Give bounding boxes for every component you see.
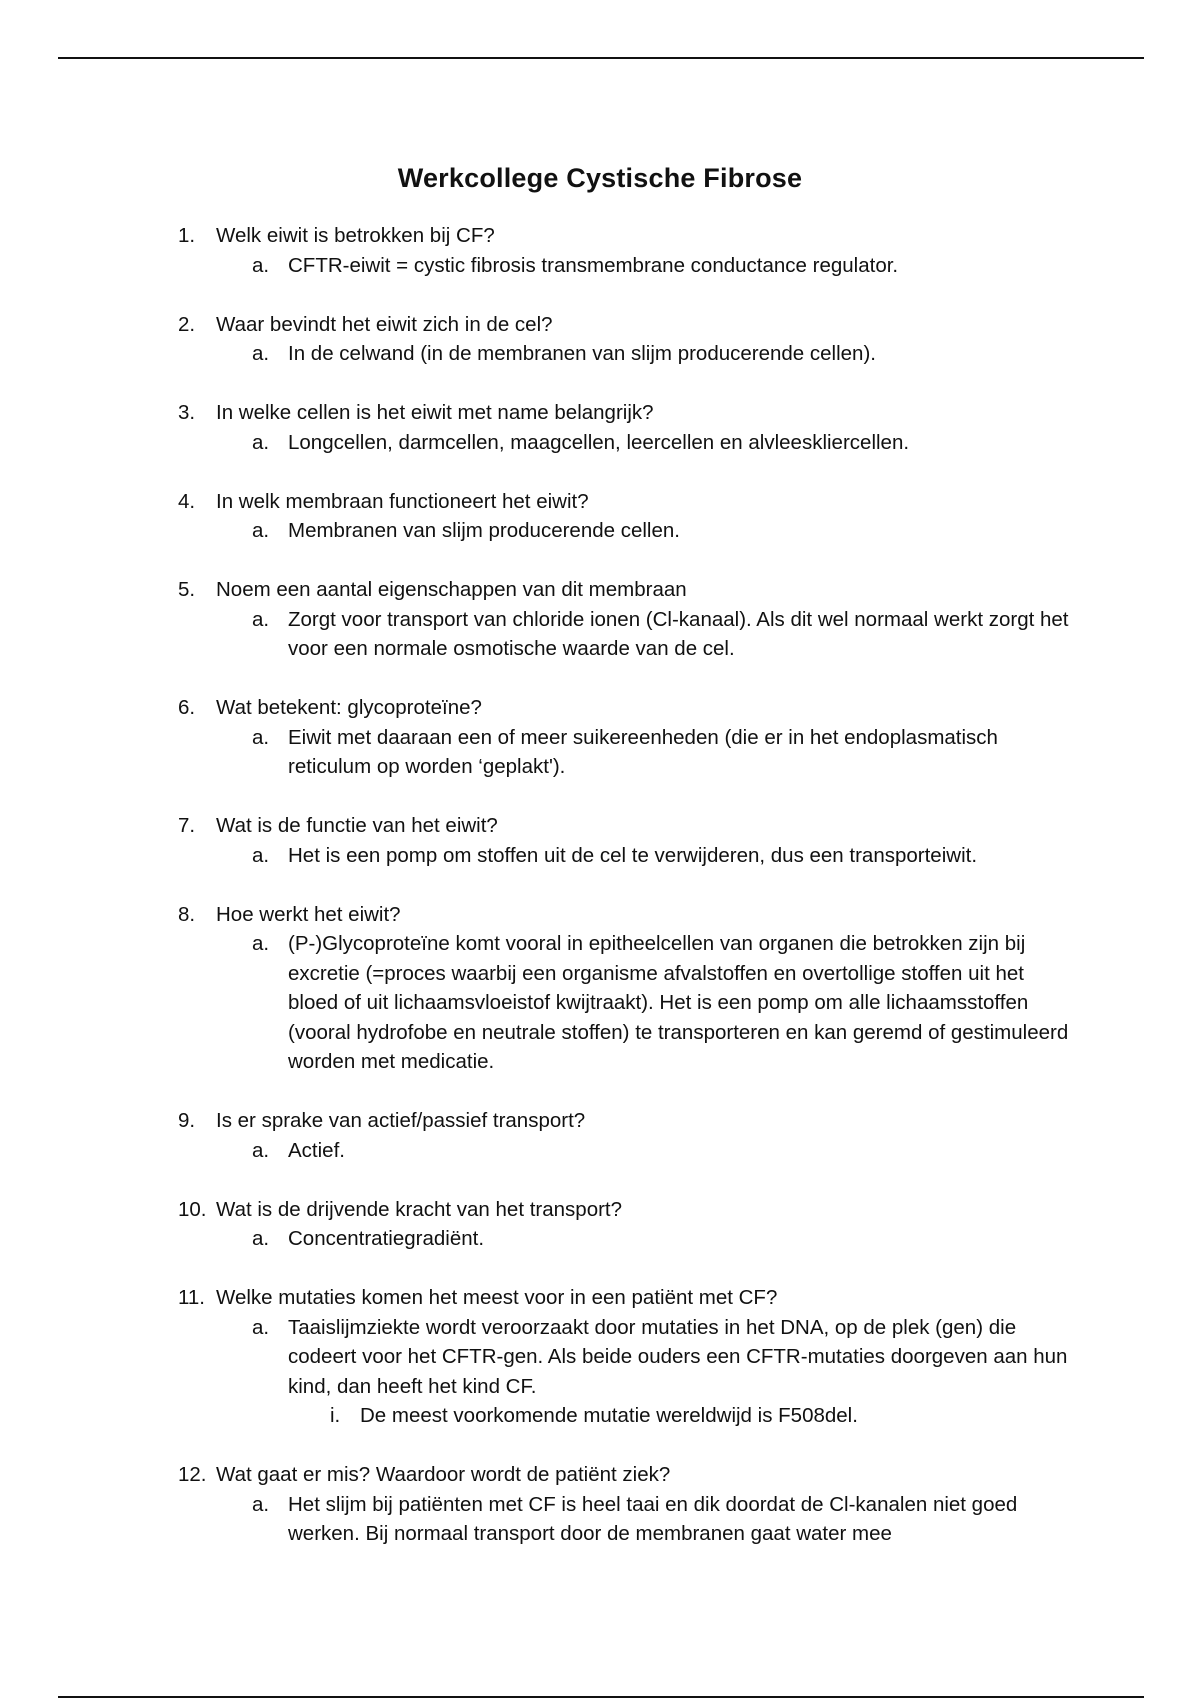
question-item xyxy=(178,1106,1078,1165)
answer-text: Actief. xyxy=(288,1138,345,1162)
sub-answer-text: De meest voorkomende mutatie wereldwijd is F508del. xyxy=(360,1404,858,1427)
question-item xyxy=(178,221,1078,280)
question-number: 7. xyxy=(178,814,196,837)
question-number: 8. xyxy=(178,902,196,926)
question-item xyxy=(178,487,1078,546)
question-text: In welk membraan functioneert het eiwit? xyxy=(216,489,589,513)
question-item xyxy=(178,1460,1078,1549)
question-number: 10. xyxy=(178,1197,207,1221)
answer-marker: a. xyxy=(252,725,270,749)
question-item xyxy=(178,1283,1078,1431)
question-text: In welke cellen is het eiwit met name belangrijk? xyxy=(216,401,654,424)
answer-text: Eiwit met daaraan een of meer suikereenheden (die er in het endoplasmatisch reticulum op worden ‘geplakt'). xyxy=(288,725,998,778)
question-text: Wat is de drijvende kracht van het transport? xyxy=(216,1197,623,1221)
answer-text: Het is een pomp om stoffen uit de cel te verwijderen, dus een transporteiwit. xyxy=(288,843,978,867)
answer-text: Membranen van slijm producerende cellen. xyxy=(288,519,680,542)
question-number: 12. xyxy=(178,1463,207,1486)
question-item xyxy=(178,693,1078,782)
answer-marker: a. xyxy=(252,1138,270,1162)
question-number: 11. xyxy=(178,1286,205,1309)
page-header-rule xyxy=(58,57,1144,59)
question-item xyxy=(178,398,1078,457)
question-text: Welk eiwit is betrokken bij CF? xyxy=(216,224,495,247)
answer-text: CFTR-eiwit = cystic fibrosis transmembrane conductance regulator. xyxy=(288,253,899,277)
question-number: 3. xyxy=(178,401,196,424)
page-footer-rule xyxy=(58,1696,1144,1698)
question-list xyxy=(178,221,1078,1578)
question-number: 9. xyxy=(178,1109,196,1132)
answer-marker: a. xyxy=(252,253,270,277)
answer-marker: a. xyxy=(252,607,270,631)
answer-marker: a. xyxy=(252,1492,270,1516)
question-text: Waar bevindt het eiwit zich in de cel? xyxy=(216,312,553,336)
question-item xyxy=(178,310,1078,369)
question-text: Hoe werkt het eiwit? xyxy=(216,902,401,926)
answer-marker: a. xyxy=(252,1315,270,1339)
question-number: 1. xyxy=(178,224,196,247)
question-text: Welke mutaties komen het meest voor in een patiënt met CF? xyxy=(216,1286,778,1309)
answer-text: In de celwand (in de membranen van slijm producerende cellen). xyxy=(288,342,876,365)
question-item xyxy=(178,900,1078,1077)
answer-text: Het slijm bij patiënten met CF is heel taai en dik doordat de Cl-kanalen niet goed werken. Bij normaal transport door de membranen gaat water mee xyxy=(288,1492,1018,1545)
question-item xyxy=(178,811,1078,870)
question-text: Is er sprake van actief/passief transport? xyxy=(216,1109,586,1132)
answer-marker: a. xyxy=(252,342,270,365)
question-number: 5. xyxy=(178,578,196,601)
document-title: Werkcollege Cystische Fibrose xyxy=(397,163,803,194)
question-item xyxy=(178,575,1078,664)
answer-text: (P-)Glycoproteïne komt vooral in epitheelcellen van organen die betrokken zijn bij excretie (=proces waarbij een organisme afvalstoffen en overtollige stoffen uit het bloed of uit lichaamsvloeistof kwijtraakt). Het is een pomp om alle lichaamsstoffen (vooral hydrofobe en neutrale stoffen) te transporteren en kan geremd of gestimuleerd worden met medicatie. xyxy=(288,932,1069,1073)
answer-marker: a. xyxy=(252,519,270,542)
question-text: Noem een aantal eigenschappen van dit membraan xyxy=(216,578,687,601)
sub-answer-marker: i. xyxy=(330,1404,341,1427)
question-item xyxy=(178,1195,1078,1254)
question-text: Wat is de functie van het eiwit? xyxy=(216,814,498,837)
answer-text: Concentratiegradiënt. xyxy=(288,1227,485,1250)
answer-text: Zorgt voor transport van chloride ionen (Cl-kanaal). Als dit wel normaal werkt zorgt het voor een normale osmotische waarde van de cel. xyxy=(288,607,1069,660)
question-number: 2. xyxy=(178,312,196,336)
answer-text: Taaislijmziekte wordt veroorzaakt door mutaties in het DNA, op de plek (gen) die codeert voor het CFTR-gen. Als beide ouders een CFTR-mutaties doorgeven aan hun kind, dan heeft het kind CF. xyxy=(288,1315,1068,1398)
answer-marker: a. xyxy=(252,1227,270,1250)
question-text: Wat betekent: glycoproteïne? xyxy=(216,696,482,719)
question-text: Wat gaat er mis? Waardoor wordt de patiënt ziek? xyxy=(216,1463,671,1486)
answer-marker: a. xyxy=(252,932,270,955)
question-number: 6. xyxy=(178,696,196,719)
question-number: 4. xyxy=(178,489,196,513)
answer-marker: a. xyxy=(252,430,270,454)
answer-text: Longcellen, darmcellen, maagcellen, leercellen en alvleeskliercellen. xyxy=(288,430,910,454)
answer-marker: a. xyxy=(252,843,270,867)
